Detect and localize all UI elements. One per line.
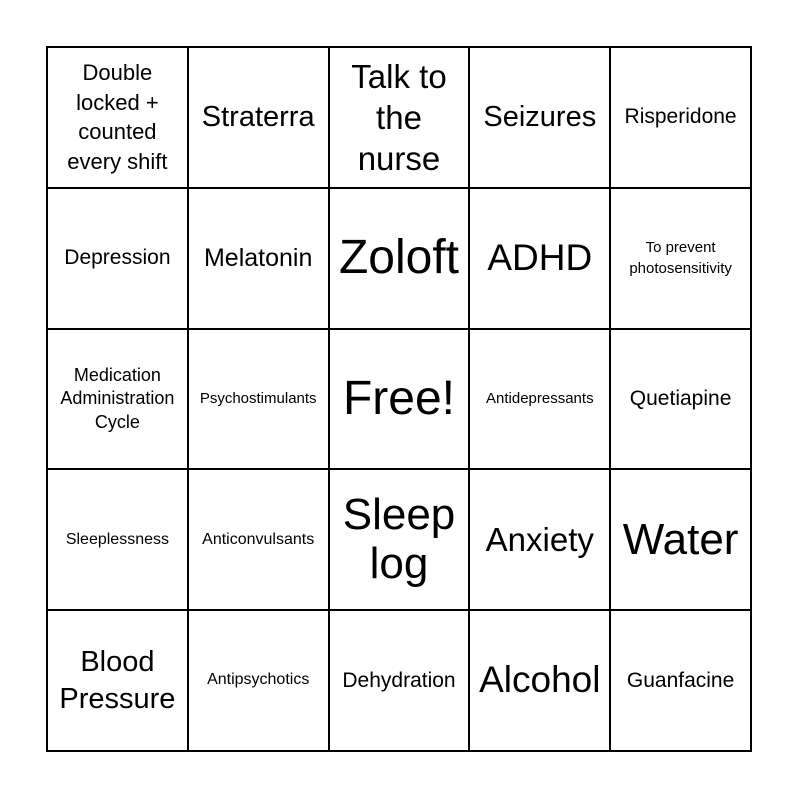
- bingo-cell[interactable]: Guanfacine: [610, 610, 751, 751]
- bingo-cell[interactable]: Sleep log: [329, 469, 470, 610]
- bingo-cell[interactable]: Antipsychotics: [188, 610, 329, 751]
- bingo-cell[interactable]: Anticonvulsants: [188, 469, 329, 610]
- bingo-cell[interactable]: Quetiapine: [610, 329, 751, 470]
- bingo-cell[interactable]: To prevent photosensitivity: [610, 188, 751, 329]
- bingo-cell[interactable]: Melatonin: [188, 188, 329, 329]
- bingo-cell[interactable]: Double locked + counted every shift: [47, 47, 188, 188]
- bingo-board: [46, 46, 752, 752]
- bingo-cell[interactable]: Antidepressants: [469, 329, 610, 470]
- bingo-cell[interactable]: Risperidone: [610, 47, 751, 188]
- bingo-cell[interactable]: Dehydration: [329, 610, 470, 751]
- bingo-cell[interactable]: Straterra: [188, 47, 329, 188]
- bingo-cell[interactable]: Anxiety: [469, 469, 610, 610]
- bingo-cell[interactable]: Blood Pressure: [47, 610, 188, 751]
- bingo-cell[interactable]: Zoloft: [329, 188, 470, 329]
- bingo-cell[interactable]: ADHD: [469, 188, 610, 329]
- bingo-cell[interactable]: Alcohol: [469, 610, 610, 751]
- bingo-cell[interactable]: Medication Administration Cycle: [47, 329, 188, 470]
- bingo-cell[interactable]: Depression: [47, 188, 188, 329]
- bingo-cell[interactable]: Talk to the nurse: [329, 47, 470, 188]
- bingo-cell[interactable]: Seizures: [469, 47, 610, 188]
- bingo-cell[interactable]: Sleeplessness: [47, 469, 188, 610]
- bingo-cell[interactable]: Water: [610, 469, 751, 610]
- free-space-cell[interactable]: Free!: [329, 329, 470, 470]
- bingo-cell[interactable]: Psychostimulants: [188, 329, 329, 470]
